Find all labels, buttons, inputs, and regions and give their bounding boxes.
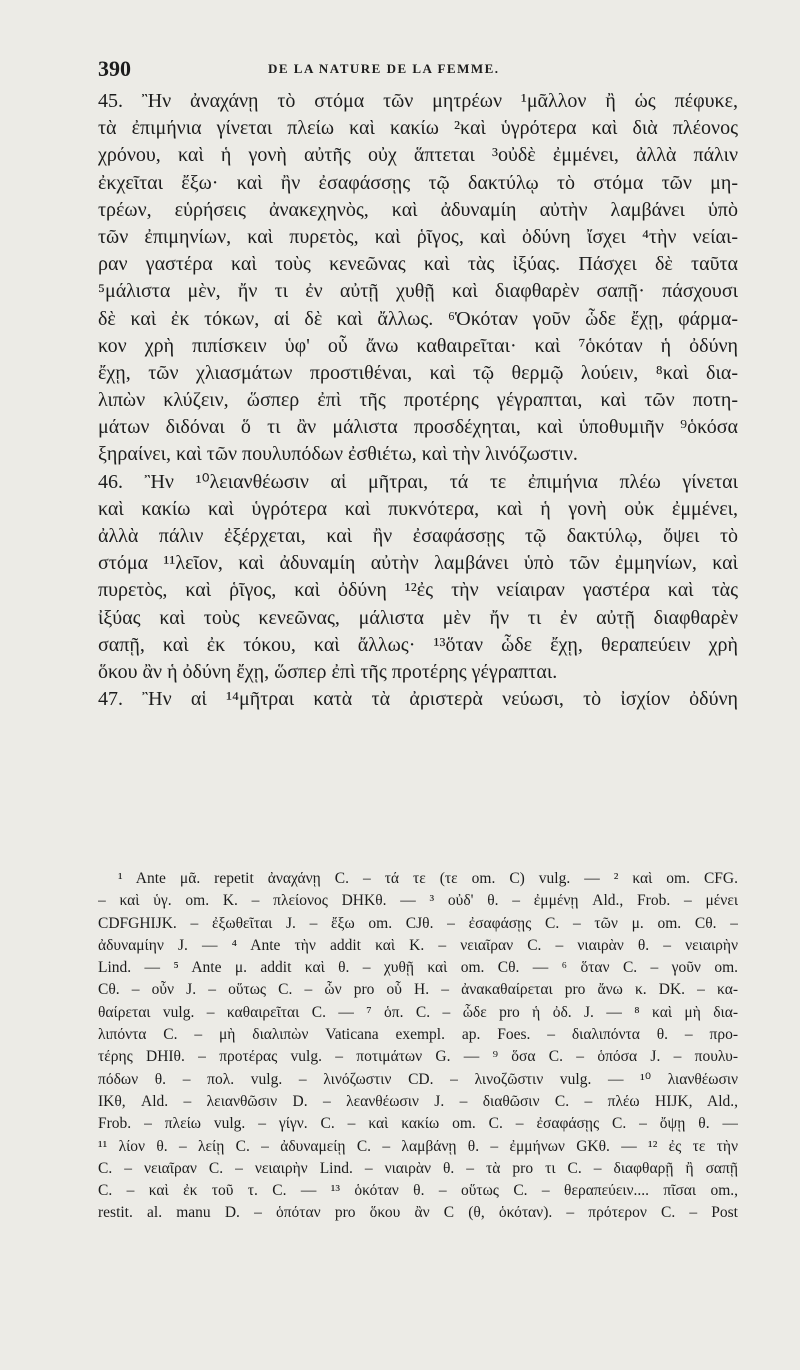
- footnote-line: τέρης DHIθ. – προτέρας vulg. – ποτιμάτων G. — ⁹ ὅσα C. – ὁπόσα J. – πουλυ-: [98, 1048, 738, 1066]
- text-line: σαπῇ, καὶ ἐκ τόκου, καὶ ἄλλως· ¹³ὅταν ὧδε ἔχῃ, θεραπεύειν χρὴ: [98, 633, 738, 656]
- text-line: στόμα ¹¹λεῖον, καὶ ἀδυναμίη αὐτὴν λαμβάνει ὑπὸ τῶν ἐμμηνίων, καὶ: [98, 552, 738, 575]
- text-line: 45. Ἢν ἀναχάνῃ τὸ στόμα τῶν μητρέων ¹μᾶλλον ἢ ὡς πέφυκε,: [98, 90, 738, 112]
- footnote-line: restit. al. manu D. – ὁπόταν pro ὅκου ἂν C (θ, ὁκόταν). – πρότερον C. – Post: [98, 1204, 738, 1222]
- footnote-line: C. – καὶ ἐκ τοῦ τ. C. — ¹³ ὁκόταν θ. – οὕτως C. – θεραπεύειν.... πῖσαι om.,: [98, 1182, 738, 1200]
- footnote-line: ¹¹ λίον θ. – λείῃ C. – ἀδυναμείῃ C. – λαμβάνῃ θ. – ἐμμήνων GKθ. — ¹² ἐς τε τὴν: [98, 1137, 738, 1155]
- text-line: μάτων διδόναι ὅ τι ἂν μάλιστα προσδέχηται, καὶ ὑποθυμιῆν ⁹ὁκόσα: [98, 416, 738, 439]
- footnote-line: IKθ, Ald. – λειανθῶσιν D. – λεανθέωσιν J. – διαθῶσιν C. – πλέω HIJK, Ald.,: [98, 1092, 738, 1110]
- text-line: 47. Ἢν αἱ ¹⁴μῆτραι κατὰ τὰ ἀριστερὰ νεύωσι, τὸ ἰσχίον ὀδύνη: [98, 688, 738, 711]
- text-line: ⁵μάλιστα μὲν, ἤν τι ἐν αὐτῇ χυθῇ καὶ διαφθαρὲν σαπῇ· πάσχουσι: [98, 280, 738, 303]
- text-line: ἔχῃ, τῶν χλιασμάτων προστιθέναι, καὶ τῷ θερμῷ λούειν, ⁸καὶ δια-: [98, 361, 738, 384]
- text-line: ὅκου ἂν ἡ ὀδύνη ἔχῃ, ὥσπερ ἐπὶ τῆς προτέρης γέγραπται.: [98, 660, 558, 683]
- text-line: τρέων, εὑρήσεις ἀνακεχηνὸς, καὶ ἀδυναμίη αὐτὴν λαμβάνει ὑπὸ: [98, 198, 738, 221]
- text-line: 46. Ἢν ¹⁰λειανθέωσιν αἱ μῆτραι, τά τε ἐπιμήνια πλέω γίνεται: [98, 470, 738, 493]
- text-line: χρόνου, καὶ ἡ γονὴ αὐτῆς οὐχ ἅπτεται ³οὐδὲ ἐμμένει, ἀλλὰ πάλιν: [98, 144, 738, 167]
- footnote-line: λιπόντα C. – μὴ διαλιπὼν Vaticana exempl. ap. Foes. – διαλιπόντα θ. – προ-: [98, 1026, 738, 1044]
- page-number: 390: [98, 56, 131, 81]
- page-header: [98, 56, 738, 86]
- text-line: ἀλλὰ πάλιν ἐξέρχεται, καὶ ἢν ἐσαφάσσῃς τῷ δακτύλῳ, ὄψει τὸ: [98, 525, 738, 547]
- text-line: ἰξύας καὶ τοὺς κενεῶνας, μάλιστα μὲν ἤν τι ἐν αὐτῇ διαφθαρὲν: [98, 606, 738, 629]
- footnote-line: – καὶ ὑγ. om. K. – πλείονος DHKθ. — ³ οὐδ' θ. – ἐμμένῃ Ald., Frob. – μένει: [98, 892, 738, 910]
- text-line: ραν γαστέρα καὶ τοὺς κενεῶνας καὶ τὰς ἰξύας. Πάσχει δὲ ταῦτα: [98, 253, 738, 276]
- footnote-line: Frob. – πλείω vulg. – γίγν. C. – καὶ κακίω om. C. – ἐσαφάσῃς C. – ὄψῃ θ. —: [98, 1115, 738, 1133]
- text-line: λιπὼν κλύζειν, ὥσπερ ἐπὶ τῆς προτέρης γέγραπται, καὶ τῶν ποτη-: [98, 389, 738, 412]
- text-line: τὰ ἐπιμήνια γίνεται πλείω καὶ κακίω ²καὶ ὑγρότερα καὶ διὰ πλέονος: [98, 117, 738, 140]
- footnote-line: πόδων θ. – πολ. vulg. – λινόζωστιν CD. – λινοζῶστιν vulg. — ¹⁰ λιανθέωσιν: [98, 1070, 738, 1088]
- footnote-line: ¹ Ante μᾶ. repetit ἀναχάνῃ C. – τά τε (τε om. C) vulg. — ² καὶ om. CFG.: [118, 870, 738, 887]
- footnote-line: θαίρεται vulg. – καθαιρεῖται C. — ⁷ ὁπ. C. – ὧδε pro ἡ ὀδ. J. — ⁸ καὶ μὴ δια-: [98, 1003, 738, 1021]
- text-line: δὲ καὶ ἐκ τόκων, αἱ δὲ καὶ ἄλλως. ⁶Ὁκόταν γοῦν ὧδε ἔχῃ, φάρμα-: [98, 307, 738, 330]
- text-line: πυρετὸς, καὶ ῥῖγος, καὶ ὀδύνη ¹²ἐς τὴν νείαιραν γαστέρα καὶ τὰς: [98, 579, 738, 602]
- footnote-line: CDFGHIJK. – ἐξωθεῖται J. – ἔξω om. CJθ. – ἐσαφάσῃς C. – τῶν μ. om. Cθ. –: [98, 914, 738, 932]
- text-line: ξηραίνει, καὶ τῶν πουλυπόδων ἐσθιέτω, καὶ τὴν λινόζωστιν.: [98, 443, 578, 466]
- footnote-line: C. – νειαῖραν C. – νειαιρὴν Lind. – νιαιρὰν θ. – τὰ pro τι C. – διαφθαρῇ ἢ σαπῇ: [98, 1159, 738, 1177]
- running-title: DE LA NATURE DE LA FEMME.: [268, 61, 500, 76]
- text-line: καὶ κακίω καὶ ὑγρότερα καὶ πυκνότερα, καὶ ἡ γονὴ οὐκ ἐμμένει,: [98, 497, 738, 520]
- main-text: [98, 88, 738, 848]
- footnote-line: Cθ. – οὖν J. – οὕτως C. – ὧν pro οὗ H. – ἀνακαθαίρεται pro ἄνω κ. DK. – κα-: [98, 981, 738, 999]
- footnotes: [98, 868, 738, 1268]
- footnote-line: Lind. — ⁵ Ante μ. addit καὶ θ. – χυθῇ καὶ om. Cθ. — ⁶ ὅταν C. – γοῦν om.: [98, 959, 738, 977]
- text-line: ἐκχεῖται ἔξω· καὶ ἢν ἐσαφάσσῃς τῷ δακτύλῳ τὸ στόμα τῶν μη-: [98, 171, 738, 194]
- footnote-line: ἀδυναμίην J. — ⁴ Ante τὴν addit καὶ K. – νειαῖραν C. – νιαιρὰν θ. – νειαιρὴν: [98, 936, 738, 954]
- text-line: κον χρὴ πιπίσκειν ὑφ' οὗ ἄνω καθαιρεῖται· καὶ ⁷ὁκόταν ἡ ὀδύνη: [98, 334, 738, 357]
- text-line: τῶν ἐπιμηνίων, καὶ πυρετὸς, καὶ ῥῖγος, καὶ ὀδύνη ἴσχει ⁴τὴν νείαι-: [98, 225, 738, 248]
